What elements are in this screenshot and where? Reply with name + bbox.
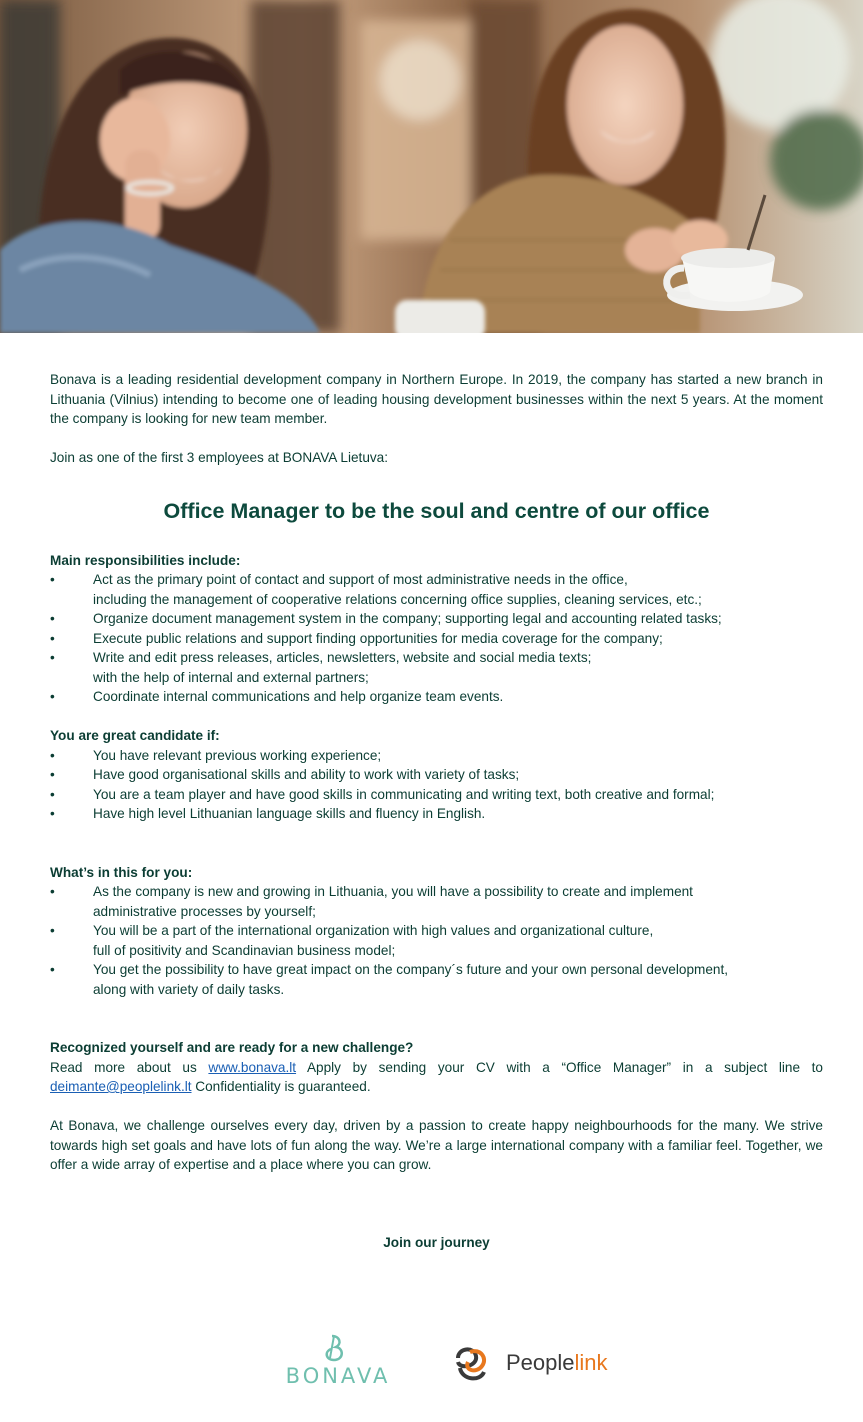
list-item [50,882,823,921]
list-item [50,629,823,649]
list-item [50,785,823,805]
list-item-line: including the management of cooperative relations concerning office supplies, cleaning services, etc.; [93,591,702,607]
list-item [50,570,823,609]
about-paragraph: At Bonava, we challenge ourselves every day, driven by a passion to create happy neighbourhoods for the many. We strive towards high set goals and have lots of fun along the way. We’re a large international company with a familiar feel. Together, we offer a wide array of expertise and a place where you can grow. [50,1118,823,1172]
footer-logos [0,1330,863,1400]
bullet-glyph: • [50,767,55,782]
list-item [50,921,823,960]
benefits-heading: What’s in this for you: [50,864,193,880]
list-item-line: Have high level Lithuanian language skills and fluency in English. [93,806,486,821]
list-item-line: As the company is new and growing in Lithuania, you will have a possibility to create and implement [93,884,693,899]
list-item-line: with the help of internal and external partners; [93,669,369,685]
cta-join-journey: Join our journey [383,1235,490,1250]
bullet-glyph: • [50,611,55,626]
list-item-line: administrative processes by yourself; [93,903,316,919]
bonava-website-link[interactable]: www.bonava.lt [208,1059,297,1075]
list-item-line: Act as the primary point of contact and support of most administrative needs in the office, [93,572,628,587]
candidate-list [50,746,823,824]
bullet-glyph: • [50,884,55,899]
list-item-line: along with variety of daily tasks. [93,981,285,997]
bullet-glyph: • [50,786,55,802]
apply-heading: Recognized yourself and are ready for a new challenge? [50,1040,414,1055]
hero-photo [0,0,863,333]
job-ad-body [50,370,823,1253]
job-title: Office Manager to be the soul and centre of our office [163,498,710,523]
bonava-logo [282,1330,394,1390]
hero-illustration [0,0,863,333]
list-item-line: You have relevant previous working experience; [93,747,382,763]
list-item [50,765,823,785]
bullet-glyph: • [50,650,55,665]
list-item-line: Have good organisational skills and ability to work with variety of tasks; [93,767,520,782]
list-item-line: You are a team player and have good skills in communicating and writing text, both creative and formal; [93,786,715,802]
list-item-line: You get the possibility to have great impact on the company´s future and your own personal development, [93,962,729,977]
bonava-wordmark: BONAVA [285,1364,391,1388]
bullet-glyph: • [50,806,55,821]
responsibilities-list [50,570,823,707]
apply-text-2: Apply by sending your CV with a “Office Manager” in a subject line to [296,1059,823,1075]
list-item [50,746,823,766]
list-item-line: Organize document management system in the company; supporting legal and accounting related tasks; [93,611,722,626]
list-item [50,687,823,707]
intro-paragraph: Bonava is a leading residential development company in Northern Europe. In 2019, the company has started a new branch in Lithuania (Vilnius) intending to become one of leading housing development businesses within the next 5 years. At the moment the company is looking for new team member. [50,372,823,426]
peoplelink-wordmark-link: link [574,1350,608,1375]
bonava-swirl-icon [282,1334,394,1364]
list-item [50,804,823,824]
benefits-list [50,882,823,999]
list-item-line: Execute public relations and support finding opportunities for media coverage for the company; [93,630,663,646]
bullet-glyph: • [50,572,55,587]
responsibilities-heading: Main responsibilities include: [50,552,241,568]
peoplelink-knot-icon [450,1344,492,1386]
apply-paragraph [50,1058,823,1097]
bullet-glyph: • [50,923,55,938]
bullet-glyph: • [50,747,55,763]
list-item [50,609,823,629]
bullet-glyph: • [50,689,55,704]
peoplelink-wordmark-people: People [506,1350,575,1375]
peoplelink-logo [450,1344,610,1390]
intro-join-line: Join as one of the first 3 employees at BONAVA Lietuva: [50,450,389,465]
bullet-glyph: • [50,962,55,977]
list-item-line: full of positivity and Scandinavian business model; [93,942,396,958]
apply-text-1: Read more about us [50,1059,209,1075]
candidate-heading: You are great candidate if: [50,728,220,743]
apply-text-3: Confidentiality is guaranteed. [191,1079,371,1094]
contact-email-link[interactable]: deimante@peoplelink.lt [50,1079,192,1094]
peoplelink-wordmark [506,1350,608,1376]
list-item-line: Write and edit press releases, articles, newsletters, website and social media texts; [93,650,592,665]
bullet-glyph: • [50,630,55,646]
list-item-line: Coordinate internal communications and help organize team events. [93,689,504,704]
list-item [50,960,823,999]
list-item-line: You will be a part of the international organization with high values and organizational culture, [93,923,654,938]
list-item [50,648,823,687]
